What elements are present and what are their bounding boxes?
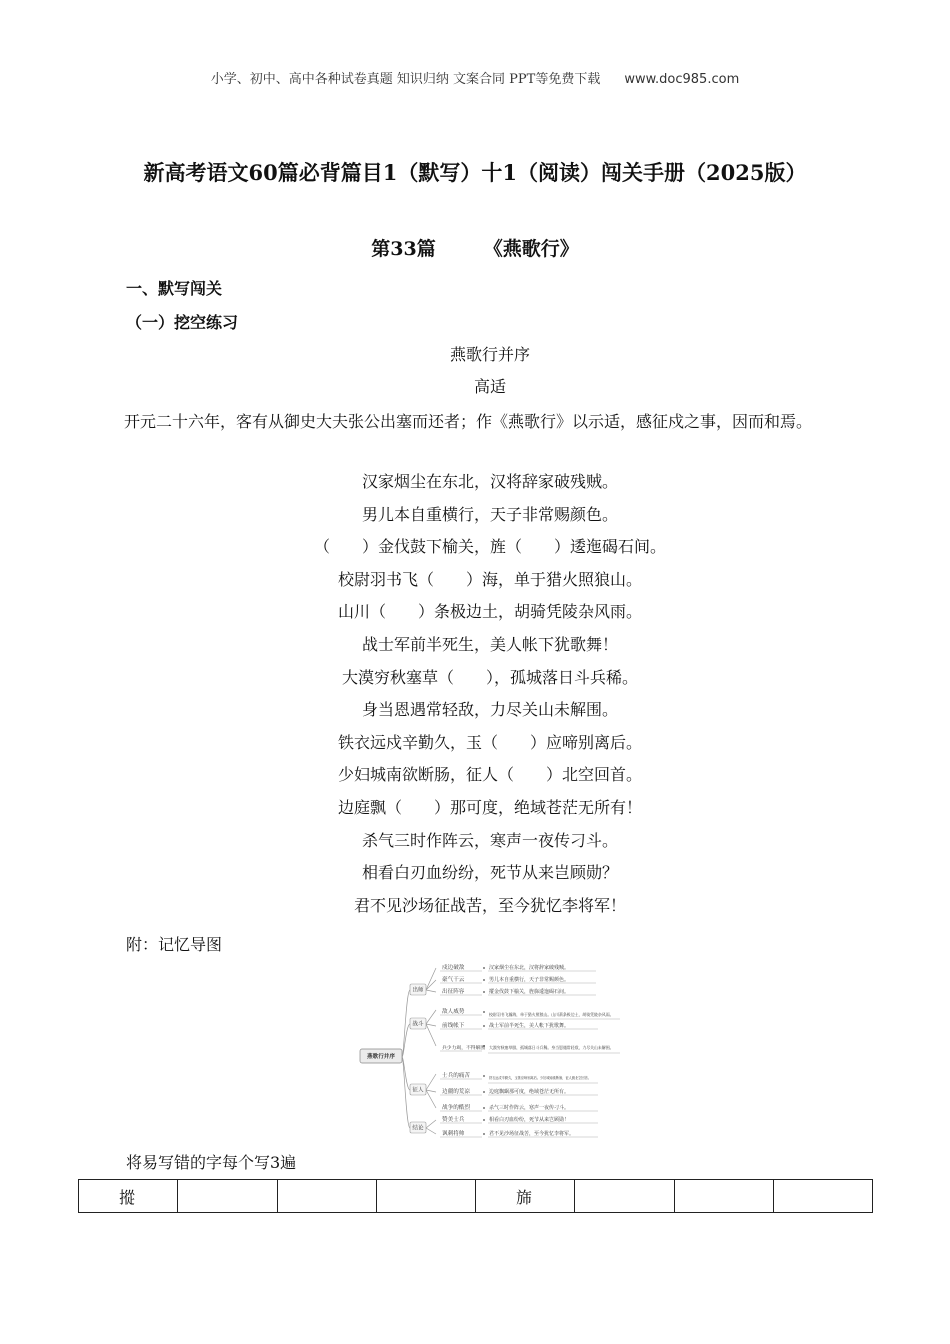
poem-body (0, 466, 950, 922)
section-heading: 一、默写闯关 (126, 279, 223, 298)
poem-line: 相看白刃血纷纷，死节从来岂顾勋？ (361, 863, 618, 883)
topic-label: 前线帐下 (442, 1023, 465, 1029)
appendix-label: 附：记忆导图 (126, 935, 223, 954)
poem-line: 男儿本自重横行，天子非常赐颜色。 (361, 504, 618, 524)
branch-label: 结论 (412, 1125, 424, 1132)
topic-label: 赞美士兵 (442, 1117, 465, 1123)
practice-cell[interactable] (376, 1180, 475, 1213)
poem-author: 高适 (473, 377, 506, 396)
topic-label: 边疆的荒凉 (442, 1089, 470, 1095)
practice-table (78, 1179, 873, 1213)
topic-label: 士兵的痛苦 (442, 1073, 470, 1079)
topic-line: 大漠穷秋塞草腓，孤城落日斗兵稀。身当恩遇常轻敌，力尽关山未解围。 (489, 1045, 614, 1050)
practice-cell[interactable] (178, 1180, 277, 1213)
practice-char: 旆 (476, 1180, 575, 1213)
practice-cell[interactable] (674, 1180, 773, 1213)
practice-char: 摐 (79, 1180, 178, 1213)
mind-map-root: 燕歌行并序 (367, 1054, 395, 1060)
topic-label: 敌人威势 (442, 1009, 465, 1015)
topic-line: 男儿本自重横行，天子非常赐颜色。 (489, 977, 570, 983)
topic-label: 出征阵容 (442, 989, 465, 995)
memory-mind-map (358, 958, 622, 1140)
poem-line: 君不见沙场征战苦，至今犹忆李将军！ (353, 895, 626, 915)
branch-label: 出师 (412, 987, 424, 994)
topic-label: 豪气干云 (442, 977, 465, 983)
topic-line: 校尉羽书飞瀚海，单于猎火照狼山。山川萧条极边土，胡骑凭陵杂风雨。 (489, 1012, 614, 1017)
chapter-heading (0, 234, 950, 261)
document-title: 新高考语文60篇必背篇目1（默写）十1（阅读）闯关手册（2025版） (143, 160, 807, 185)
table-row (79, 1180, 873, 1213)
poem-title: 燕歌行并序 (449, 345, 530, 364)
topic-label: 讽刺将帅 (442, 1131, 465, 1137)
topic-line: 杀气三时作阵云，寒声一夜传刁斗。 (489, 1105, 570, 1111)
header-text: 小学、初中、高中各种试卷真题 知识归纳 文案合同 PPT等免费下载 (210, 72, 601, 87)
poem-line: 少妇城南欲断肠，征人（ ）北空回首。 (337, 765, 642, 785)
practice-cell[interactable] (277, 1180, 376, 1213)
poem-line: 战士军前半死生，美人帐下犹歌舞！ (361, 634, 618, 654)
poem-preface: 开元二十六年，客有从御史大夫张公出塞而还者；作《燕歌行》以示适，感征戍之事，因而和焉。 (124, 412, 813, 431)
practice-instruction: 将易写错的字每个写3遍 (126, 1153, 297, 1172)
poem-line: 身当恩遇常轻敌，力尽关山未解围。 (361, 700, 618, 720)
poem-line: （ ）金伐鼓下榆关，旌（ ）逶迤碣石间。 (313, 537, 666, 557)
chapter-number: 第33篇 (371, 238, 436, 260)
poem-line: 铁衣远戍辛勤久，玉（ ）应啼别离后。 (337, 732, 642, 752)
header-site: www.doc985.com (624, 72, 740, 87)
topic-line: 汉家烟尘在东北，汉将辞家破残贼。 (489, 965, 570, 971)
topic-label: 战争的酷烈 (442, 1105, 470, 1111)
page-header (0, 68, 950, 87)
topic-line: 摐金伐鼓下榆关，旌旆逶迤碣石间。 (489, 989, 570, 995)
topic-line: 战士军前半死生，美人帐下犹歌舞。 (489, 1023, 570, 1029)
topic-line: 相看白刃血纷纷，死节从来岂顾勋！ (489, 1117, 570, 1123)
poem-line: 杀气三时作阵云，寒声一夜传刁斗。 (361, 830, 618, 850)
poem-line: 边庭飘（ ）那可度，绝域苍茫无所有！ (337, 797, 642, 817)
poem-line: 山川（ ）条极边土，胡骑凭陵杂风雨。 (337, 602, 642, 622)
topic-line: 君不见沙场征战苦，至今犹忆李将军。 (489, 1131, 575, 1137)
subsection-heading: （一）挖空练习 (126, 313, 239, 332)
topic-label: 兵少力竭，不得解围 (442, 1046, 486, 1051)
poem-line: 校尉羽书飞（ ）海，单于猎火照狼山。 (337, 569, 642, 589)
poem-line: 大漠穷秋塞草（ ），孤城落日斗兵稀。 (341, 667, 638, 687)
chapter-name: 《燕歌行》 (483, 238, 579, 260)
practice-cell[interactable] (773, 1180, 872, 1213)
practice-cell[interactable] (575, 1180, 674, 1213)
topic-line: 铁衣远戍辛勤久，玉箸应啼别离后。少妇城南欲断肠，征人蓟北空回首。 (489, 1076, 591, 1080)
poem-line: 汉家烟尘在东北，汉将辞家破残贼。 (361, 472, 618, 491)
topic-line: 边庭飘飖那可度，绝域苍茫无所有。 (489, 1089, 570, 1095)
branch-label: 征人 (412, 1087, 424, 1094)
branch-label: 战斗 (412, 1021, 424, 1028)
topic-label: 戍边破敌 (442, 965, 465, 971)
